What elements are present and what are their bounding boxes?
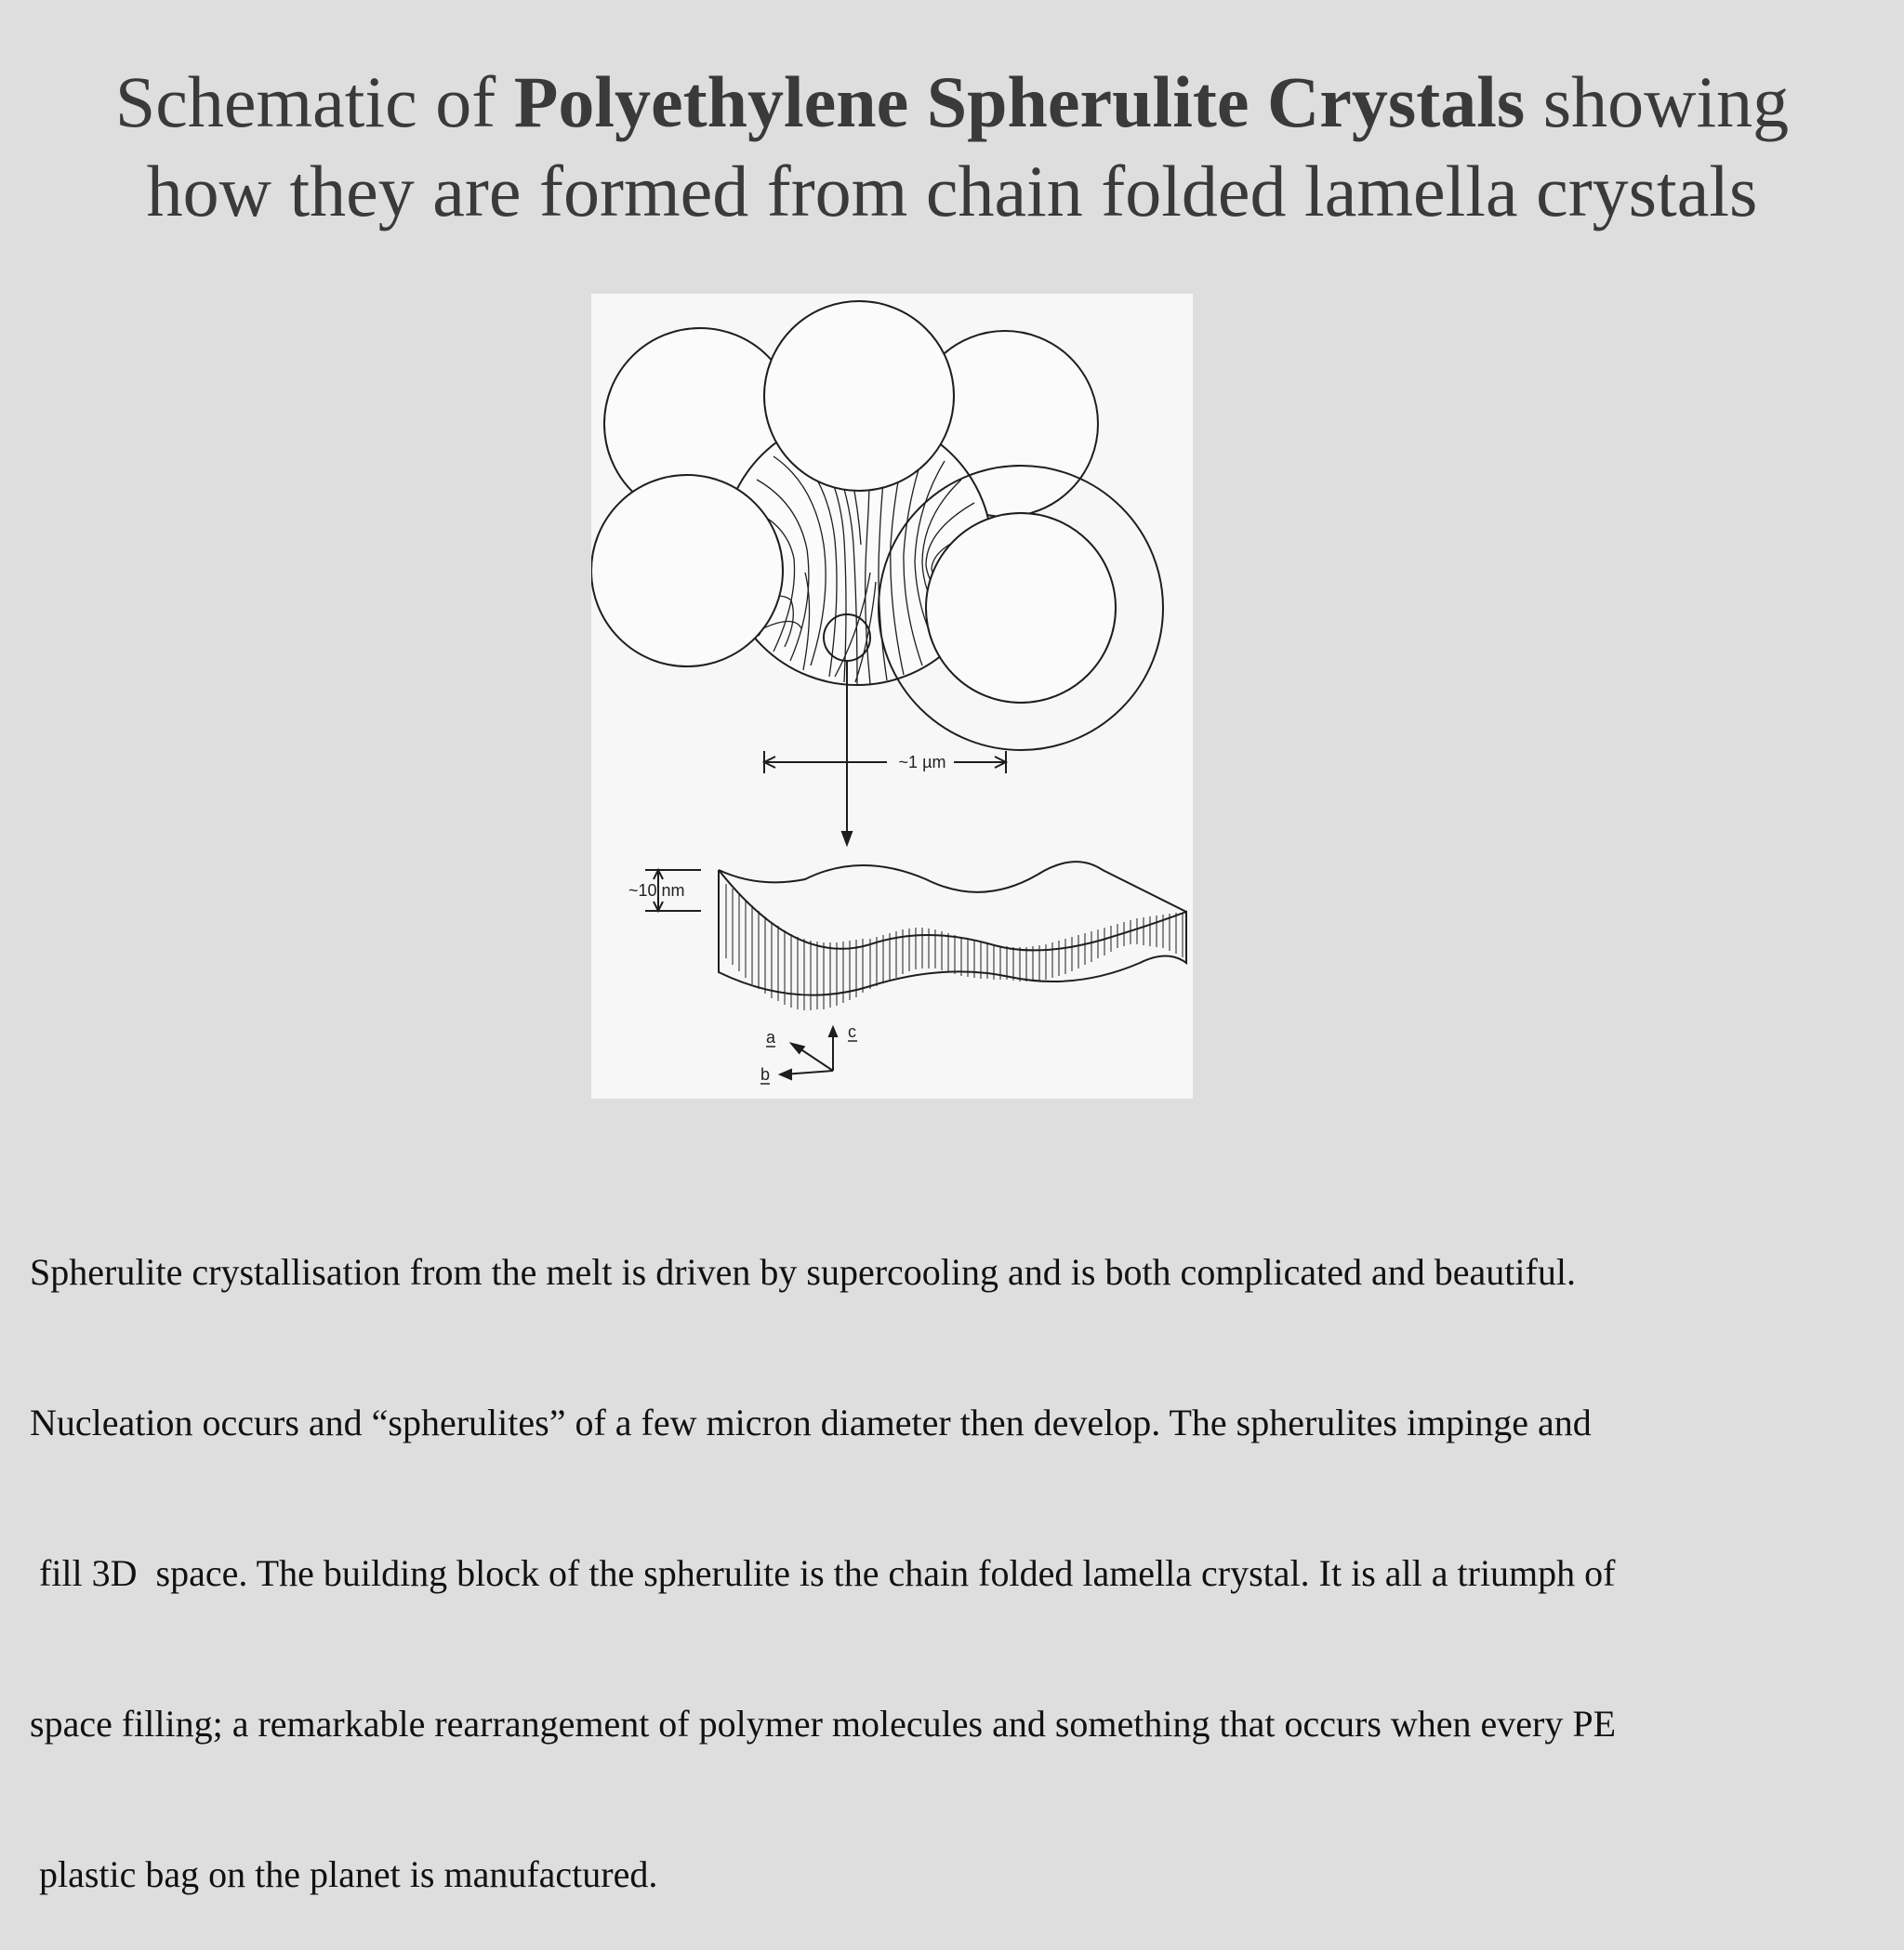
title-line-1: Schematic of Polyethylene Spherulite Crystals showing (114, 61, 1790, 142)
spherulite-left (591, 475, 783, 666)
caption-line: plastic bag on the planet is manufactured. (30, 1853, 658, 1895)
axis-label-c: c (848, 1022, 856, 1041)
scale-label-nm: ~10 nm (628, 881, 685, 900)
spherulite-top (764, 301, 954, 491)
scale-label-micron: ~1 µm (898, 753, 946, 771)
chain-folds (726, 884, 1183, 1010)
caption-line: Nucleation occurs and “spherulites” of a few micron diameter then develop. The spherulites impinge and (30, 1402, 1592, 1443)
title-emphasis: Polyethylene Spherulite Crystals (513, 61, 1526, 142)
lamella-top-surface (719, 862, 1186, 912)
axis-label-b: b (760, 1065, 771, 1084)
page-title (0, 58, 1904, 236)
caption-line: fill 3D space. The building block of the spherulite is the chain folded lamella crystal. It is all a triumph of (30, 1552, 1616, 1594)
schematic-drawing (591, 294, 1193, 1099)
spherulite-schematic (591, 294, 1193, 1099)
caption-line: Spherulite crystallisation from the melt is driven by supercooling and is both complicated and beautiful. (30, 1251, 1576, 1293)
caption-line: space filling; a remarkable rearrangement of polymer molecules and something that occurs when every PE (30, 1703, 1617, 1745)
spherulite-right-fill (926, 513, 1116, 703)
description-paragraph (30, 1147, 1880, 1950)
axis-label-a: a (766, 1028, 776, 1047)
title-line-2: how they are formed from chain folded lamella crystals (146, 151, 1758, 231)
